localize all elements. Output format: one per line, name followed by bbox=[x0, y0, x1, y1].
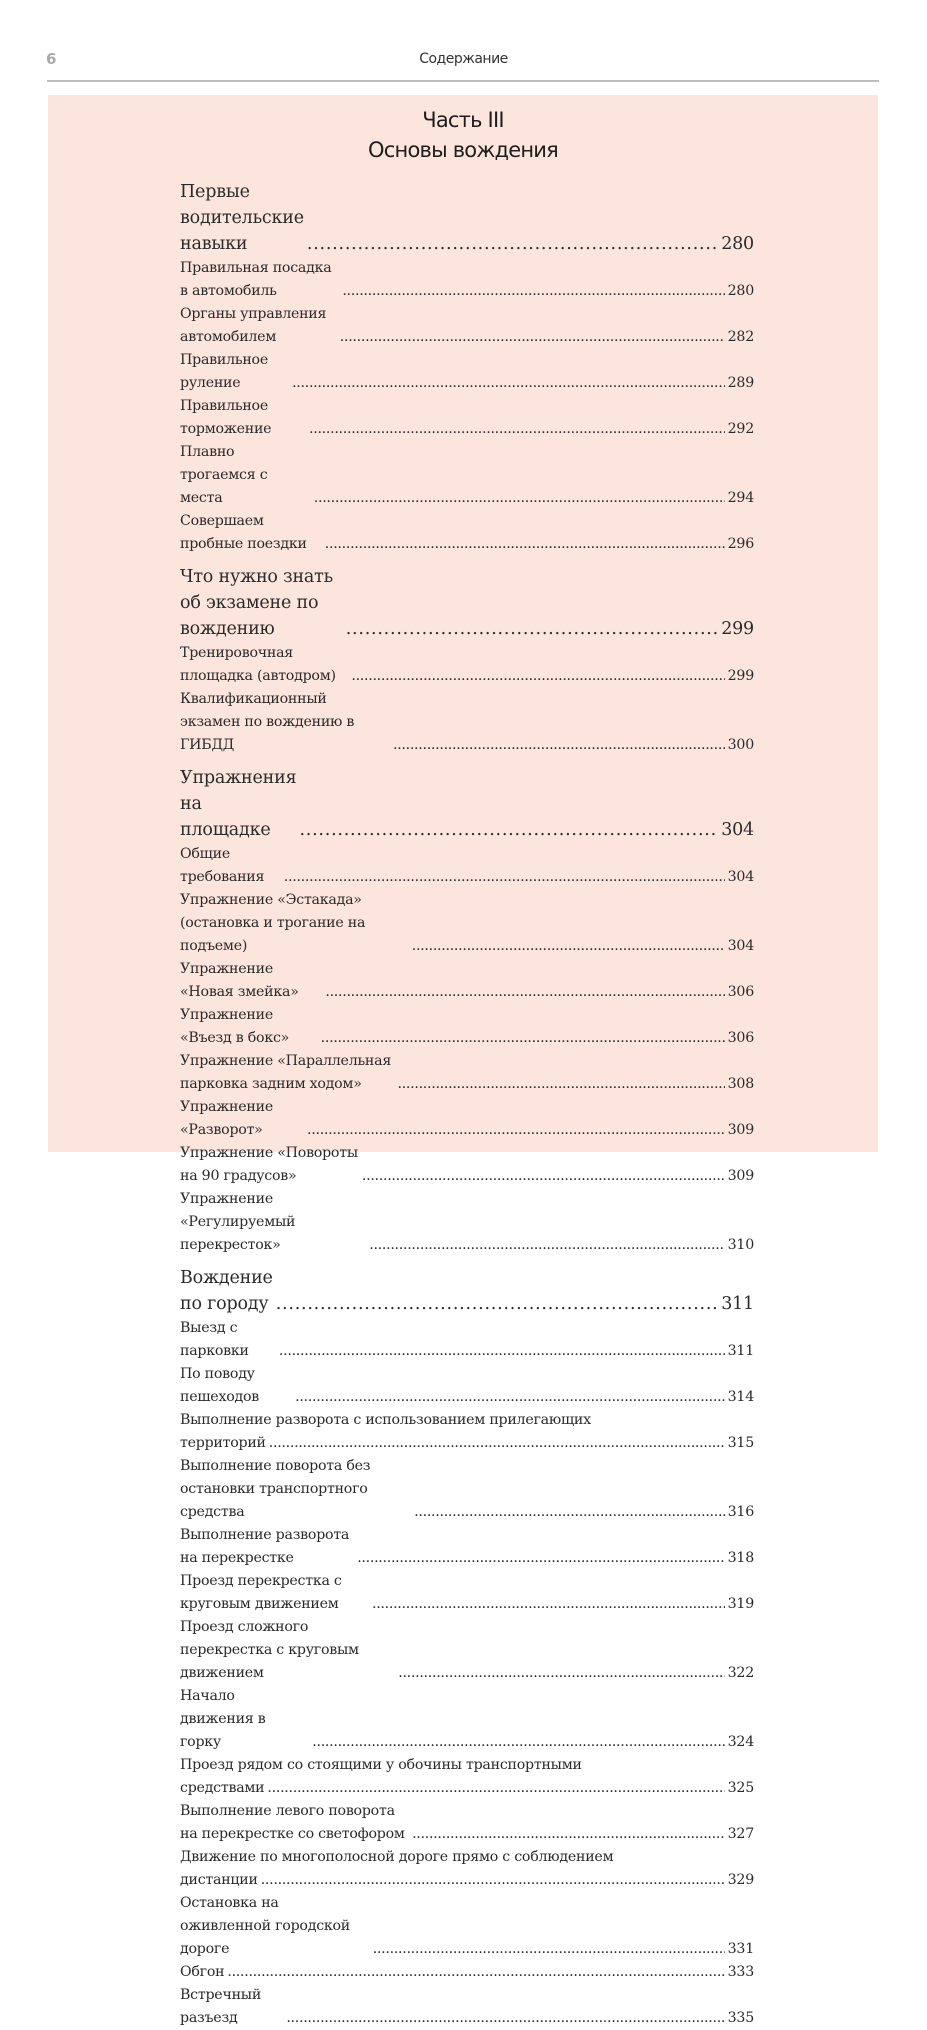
contents-panel bbox=[48, 95, 878, 2026]
toc-section-entry[interactable] bbox=[180, 1524, 754, 1570]
section-title: Тренировочная площадка (автодром) bbox=[180, 645, 336, 684]
dot-leader bbox=[398, 1662, 724, 1685]
page-ref: 300 bbox=[727, 737, 754, 753]
toc-chapter-entry[interactable] bbox=[180, 564, 754, 642]
dot-leader bbox=[284, 866, 725, 889]
part-title: Основы вождения bbox=[368, 138, 558, 162]
toc-section-entry[interactable] bbox=[180, 1984, 754, 2030]
page-ref: 319 bbox=[727, 1596, 754, 1612]
page-ref: 294 bbox=[727, 490, 754, 506]
page-ref: 304 bbox=[721, 820, 754, 840]
section-title: Органы управления автомобилем bbox=[180, 306, 327, 345]
dot-leader bbox=[340, 326, 725, 349]
page-ref: 311 bbox=[721, 1294, 754, 1314]
section-title: Выезд с парковки bbox=[180, 1320, 249, 1359]
section-title: Выполнение разворота на перекрестке bbox=[180, 1527, 350, 1566]
dot-leader bbox=[314, 487, 725, 510]
page-ref: 280 bbox=[727, 283, 754, 299]
section-title: Упражнение «Въезд в бокс» bbox=[180, 1007, 290, 1046]
dot-leader bbox=[412, 1823, 725, 1846]
page-ref: 325 bbox=[727, 1780, 754, 1796]
page-ref: 299 bbox=[721, 619, 754, 639]
dot-leader bbox=[307, 1119, 725, 1142]
toc-section-entry[interactable] bbox=[180, 349, 754, 395]
section-title: Квалификационный экзамен по вождению в ГИБДД bbox=[180, 691, 355, 753]
page-ref: 310 bbox=[727, 1237, 754, 1253]
dot-leader bbox=[393, 734, 725, 757]
section-title: Обгон bbox=[180, 1964, 225, 1980]
toc-section-entry[interactable] bbox=[180, 441, 754, 510]
section-title: Упражнение «Параллельная парковка задним ходом» bbox=[180, 1053, 392, 1092]
toc-section-entry[interactable] bbox=[180, 1685, 754, 1754]
page-ref: 324 bbox=[727, 1734, 754, 1750]
dot-leader bbox=[276, 1291, 718, 1317]
toc-section-entry[interactable] bbox=[180, 1455, 754, 1524]
toc-section-entry[interactable] bbox=[180, 1754, 754, 1800]
toc-section-entry[interactable] bbox=[180, 1188, 754, 1257]
toc-section-entry[interactable] bbox=[180, 1892, 754, 1961]
toc-section-entry[interactable] bbox=[180, 1961, 754, 1984]
page-ref: 314 bbox=[727, 1389, 754, 1405]
dot-leader bbox=[227, 1961, 724, 1984]
toc-section-entry[interactable] bbox=[180, 510, 754, 556]
section-title: Начало движения в горку bbox=[180, 1688, 266, 1750]
toc-section-entry[interactable] bbox=[180, 843, 754, 889]
dot-leader bbox=[299, 817, 718, 843]
toc-section-entry[interactable] bbox=[180, 1096, 754, 1142]
part-number: Часть III bbox=[422, 108, 504, 132]
toc-chapter-entry[interactable] bbox=[180, 179, 754, 257]
header-divider bbox=[47, 80, 879, 82]
dot-leader bbox=[372, 1593, 725, 1616]
page-ref: 280 bbox=[721, 234, 754, 254]
section-title-continued bbox=[180, 1869, 754, 1892]
section-title-cont: территорий bbox=[180, 1435, 266, 1451]
page-number: 6 bbox=[46, 50, 57, 68]
section-title: Выполнение поворота без остановки транспортного средства bbox=[180, 1458, 371, 1520]
page-ref: 322 bbox=[727, 1665, 754, 1681]
page-ref: 306 bbox=[727, 984, 754, 1000]
toc-section-entry[interactable] bbox=[180, 1004, 754, 1050]
running-head: Содержание bbox=[419, 51, 508, 67]
toc-section-entry[interactable] bbox=[180, 1317, 754, 1363]
section-title: Упражнение «Регулируемый перекресток» bbox=[180, 1191, 296, 1253]
page-ref: 309 bbox=[727, 1122, 754, 1138]
page-ref: 299 bbox=[727, 668, 754, 684]
page-ref: 318 bbox=[727, 1550, 754, 1566]
dot-leader bbox=[346, 616, 718, 642]
section-title: Выполнение левого поворота на перекрестке со светофором bbox=[180, 1803, 405, 1842]
section-title: Упражнение «Повороты на 90 градусов» bbox=[180, 1145, 358, 1184]
section-title: Плавно трогаемся с места bbox=[180, 444, 268, 506]
dot-leader bbox=[286, 2007, 724, 2030]
page-ref: 304 bbox=[727, 869, 754, 885]
section-title: Проезд рядом со стоящими у обочины транспортными bbox=[180, 1757, 582, 1773]
dot-leader bbox=[321, 1027, 725, 1050]
section-title-cont: средствами bbox=[180, 1780, 265, 1796]
section-title: Правильное руление bbox=[180, 352, 268, 391]
toc-section-entry[interactable] bbox=[180, 1050, 754, 1096]
page-ref: 335 bbox=[727, 2010, 754, 2026]
section-title: Встречный разъезд bbox=[180, 1987, 262, 2026]
dot-leader bbox=[357, 1547, 724, 1570]
dot-leader bbox=[307, 231, 718, 257]
dot-leader bbox=[292, 372, 725, 395]
dot-leader bbox=[414, 1501, 725, 1524]
section-title: Правильная посадка в автомобиль bbox=[180, 260, 332, 299]
section-title: Упражнение «Эстакада» (остановка и трогание на подъеме) bbox=[180, 892, 366, 954]
dot-leader bbox=[269, 1432, 725, 1455]
section-title-continued bbox=[180, 1777, 754, 1800]
toc-chapter-entry[interactable] bbox=[180, 765, 754, 843]
page-ref: 309 bbox=[727, 1168, 754, 1184]
toc-section-entry[interactable] bbox=[180, 1409, 754, 1455]
section-title: Упражнение «Разворот» bbox=[180, 1099, 273, 1138]
page-ref: 296 bbox=[727, 536, 754, 552]
page-ref: 306 bbox=[727, 1030, 754, 1046]
page-ref: 327 bbox=[727, 1826, 754, 1842]
section-title: Остановка на оживленной городской дороге bbox=[180, 1895, 351, 1957]
dot-leader bbox=[325, 533, 725, 556]
section-title: Упражнение «Новая змейка» bbox=[180, 961, 299, 1000]
page-ref: 282 bbox=[727, 329, 754, 345]
dot-leader bbox=[397, 1073, 724, 1096]
page-ref: 292 bbox=[727, 421, 754, 437]
toc-section-entry[interactable] bbox=[180, 958, 754, 1004]
section-title: Правильное торможение bbox=[180, 398, 272, 437]
dot-leader bbox=[295, 1386, 725, 1409]
toc-section-entry[interactable] bbox=[180, 1142, 754, 1188]
page-ref: 333 bbox=[727, 1964, 754, 1980]
page-ref: 316 bbox=[727, 1504, 754, 1520]
toc-section-entry[interactable] bbox=[180, 889, 754, 958]
dot-leader bbox=[362, 1165, 725, 1188]
dot-leader bbox=[325, 981, 724, 1004]
page-ref: 331 bbox=[727, 1941, 754, 1957]
dot-leader bbox=[351, 665, 724, 688]
dot-leader bbox=[267, 1777, 724, 1800]
toc-section-entry[interactable] bbox=[180, 1800, 754, 1846]
chapter-title: Что нужно знать об экзамене по вождению bbox=[180, 567, 333, 639]
dot-leader bbox=[342, 280, 724, 303]
section-title: Проезд сложного перекрестка с круговым движением bbox=[180, 1619, 359, 1681]
toc-section-entry[interactable] bbox=[180, 1616, 754, 1685]
page-ref: 315 bbox=[727, 1435, 754, 1451]
section-title: Общие требования bbox=[180, 846, 265, 885]
table-of-contents bbox=[180, 179, 754, 2030]
dot-leader bbox=[309, 418, 725, 441]
section-title: Совершаем пробные поездки bbox=[180, 513, 307, 552]
toc-section-entry[interactable] bbox=[180, 642, 754, 688]
section-title-cont: дистанции bbox=[180, 1872, 258, 1888]
section-title: По поводу пешеходов bbox=[180, 1366, 259, 1405]
toc-section-entry[interactable] bbox=[180, 303, 754, 349]
page-ref: 289 bbox=[727, 375, 754, 391]
chapter-title: Вождение по городу bbox=[180, 1268, 273, 1314]
toc-section-entry[interactable] bbox=[180, 395, 754, 441]
page-ref: 304 bbox=[727, 938, 754, 954]
section-title-continued bbox=[180, 1432, 754, 1455]
dot-leader bbox=[312, 1731, 724, 1754]
toc-section-entry[interactable] bbox=[180, 1846, 754, 1892]
chapter-title: Упражнения на площадке bbox=[180, 768, 297, 840]
page-ref: 308 bbox=[727, 1076, 754, 1092]
dot-leader bbox=[412, 935, 725, 958]
toc-section-entry[interactable] bbox=[180, 1363, 754, 1409]
dot-leader bbox=[369, 1234, 724, 1257]
page-ref: 329 bbox=[727, 1872, 754, 1888]
section-title: Движение по многополосной дороге прямо с соблюдением bbox=[180, 1849, 614, 1865]
toc-section-entry[interactable] bbox=[180, 688, 754, 757]
dot-leader bbox=[279, 1340, 725, 1363]
toc-section-entry[interactable] bbox=[180, 1570, 754, 1616]
toc-chapter-entry[interactable] bbox=[180, 1265, 754, 1317]
dot-leader bbox=[261, 1869, 725, 1892]
toc-section-entry[interactable] bbox=[180, 257, 754, 303]
section-title: Проезд перекрестка с круговым движением bbox=[180, 1573, 342, 1612]
section-title: Выполнение разворота с использованием прилегающих bbox=[180, 1412, 591, 1428]
page-ref: 311 bbox=[727, 1343, 754, 1359]
dot-leader bbox=[373, 1938, 725, 1961]
chapter-title: Первые водительские навыки bbox=[180, 182, 304, 254]
